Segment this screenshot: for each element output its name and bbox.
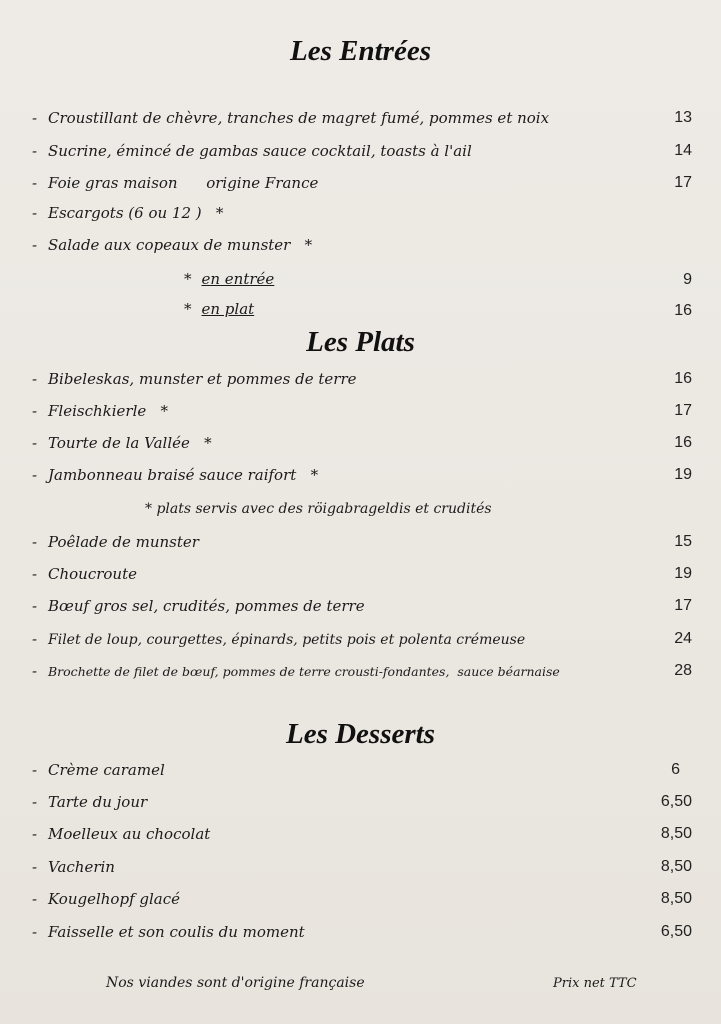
- menu-item: [32, 201, 692, 225]
- item-name: Foie gras maison origine France: [48, 174, 319, 192]
- item-price: 19: [674, 466, 692, 483]
- item-dash: -: [32, 662, 38, 680]
- item-price: 6: [671, 761, 680, 778]
- item-dash: -: [32, 402, 38, 420]
- menu-item: [32, 139, 692, 163]
- item-dash: -: [32, 761, 38, 779]
- sub-item-label: en entrée: [201, 270, 275, 288]
- item-name: Moelleux au chocolat: [48, 825, 211, 843]
- menu-item: [32, 562, 692, 586]
- item-price: 14: [674, 142, 692, 159]
- section-title-plats: Les Plats: [306, 326, 415, 358]
- item-name: Bœuf gros sel, crudités, pommes de terre: [48, 597, 365, 615]
- item-price: 28: [674, 662, 692, 679]
- menu-item: [32, 758, 692, 782]
- item-name: Brochette de filet de bœuf, pommes de terre crousti-fondantes, sauce béarnaise: [48, 664, 560, 679]
- sub-item-price-row: [32, 299, 692, 323]
- item-dash: -: [32, 793, 38, 811]
- item-dash: -: [32, 236, 38, 254]
- item-dash: -: [32, 858, 38, 876]
- price-note: Prix net TTC: [553, 976, 637, 991]
- sub-item-star: *: [184, 270, 192, 288]
- item-price: 13: [674, 109, 692, 126]
- item-price: 8,50: [660, 890, 692, 907]
- sub-item-price-row: [32, 268, 692, 292]
- item-name: Vacherin: [48, 858, 115, 876]
- menu-item: [32, 530, 692, 554]
- sub-item-star: *: [184, 300, 192, 318]
- item-dash: -: [32, 533, 38, 551]
- item-price: 16: [674, 370, 692, 387]
- item-dash: -: [32, 825, 38, 843]
- item-price: 6,50: [660, 923, 692, 940]
- item-price: 19: [674, 565, 692, 582]
- item-price: 24: [674, 630, 692, 647]
- menu-item: [32, 790, 692, 814]
- menu-item: [32, 171, 692, 195]
- item-name: Jambonneau braisé sauce raifort *: [48, 466, 319, 484]
- menu-item: [32, 822, 692, 846]
- item-price: 15: [674, 533, 692, 550]
- menu-item: [32, 887, 692, 911]
- menu-item: [32, 463, 692, 487]
- plats-footnote: * plats servis avec des röigabrageldis et crudités: [145, 501, 492, 517]
- item-price: 16: [674, 302, 692, 319]
- menu-item: [32, 855, 692, 879]
- sub-item-label: en plat: [201, 300, 255, 318]
- item-name: Salade aux copeaux de munster *: [48, 236, 313, 254]
- menu-item: [32, 920, 692, 944]
- menu-item: [32, 594, 692, 618]
- menu-item: [32, 233, 692, 257]
- item-name: Choucroute: [48, 565, 137, 583]
- section-title-desserts: Les Desserts: [285, 718, 435, 750]
- item-name: Poêlade de munster: [48, 533, 199, 551]
- item-price: 8,50: [660, 825, 692, 842]
- menu-item: [32, 627, 692, 651]
- item-dash: -: [32, 142, 38, 160]
- item-dash: -: [32, 466, 38, 484]
- item-dash: -: [32, 174, 38, 192]
- item-price: 17: [674, 174, 692, 191]
- item-dash: -: [32, 434, 38, 452]
- item-name: Kougelhopf glacé: [48, 890, 181, 908]
- item-dash: -: [32, 630, 38, 648]
- item-price: 16: [674, 434, 692, 451]
- item-price: 9: [683, 271, 692, 288]
- item-price: 17: [674, 597, 692, 614]
- item-dash: -: [32, 923, 38, 941]
- menu-item: [32, 367, 692, 391]
- item-name: Tourte de la Vallée *: [48, 434, 212, 452]
- item-name: Bibeleskas, munster et pommes de terre: [48, 370, 357, 388]
- item-dash: -: [32, 597, 38, 615]
- item-price: 8,50: [660, 858, 692, 875]
- item-name: Filet de loup, courgettes, épinards, petits pois et polenta crémeuse: [48, 632, 526, 648]
- item-price: 17: [674, 402, 692, 419]
- item-name: Sucrine, émincé de gambas sauce cocktail, toasts à l'ail: [48, 142, 472, 160]
- item-dash: -: [32, 890, 38, 908]
- section-title-entrees: Les Entrées: [290, 35, 431, 67]
- item-dash: -: [32, 565, 38, 583]
- item-name: Croustillant de chèvre, tranches de magret fumé, pommes et noix: [48, 109, 550, 127]
- item-name: Crème caramel: [48, 761, 165, 779]
- meat-origin-note: Nos viandes sont d'origine française: [106, 975, 365, 991]
- item-dash: -: [32, 109, 38, 127]
- item-name: Faisselle et son coulis du moment: [48, 923, 305, 941]
- item-name: Tarte du jour: [48, 793, 148, 811]
- item-dash: -: [32, 204, 38, 222]
- menu-item: [32, 106, 692, 130]
- item-name: Fleischkierle *: [48, 402, 169, 420]
- menu-item: [32, 659, 692, 683]
- menu-item: [32, 431, 692, 455]
- item-name: Escargots (6 ou 12 ) *: [48, 204, 224, 222]
- item-price: 6,50: [660, 793, 692, 810]
- menu-item: [32, 399, 692, 423]
- item-dash: -: [32, 370, 38, 388]
